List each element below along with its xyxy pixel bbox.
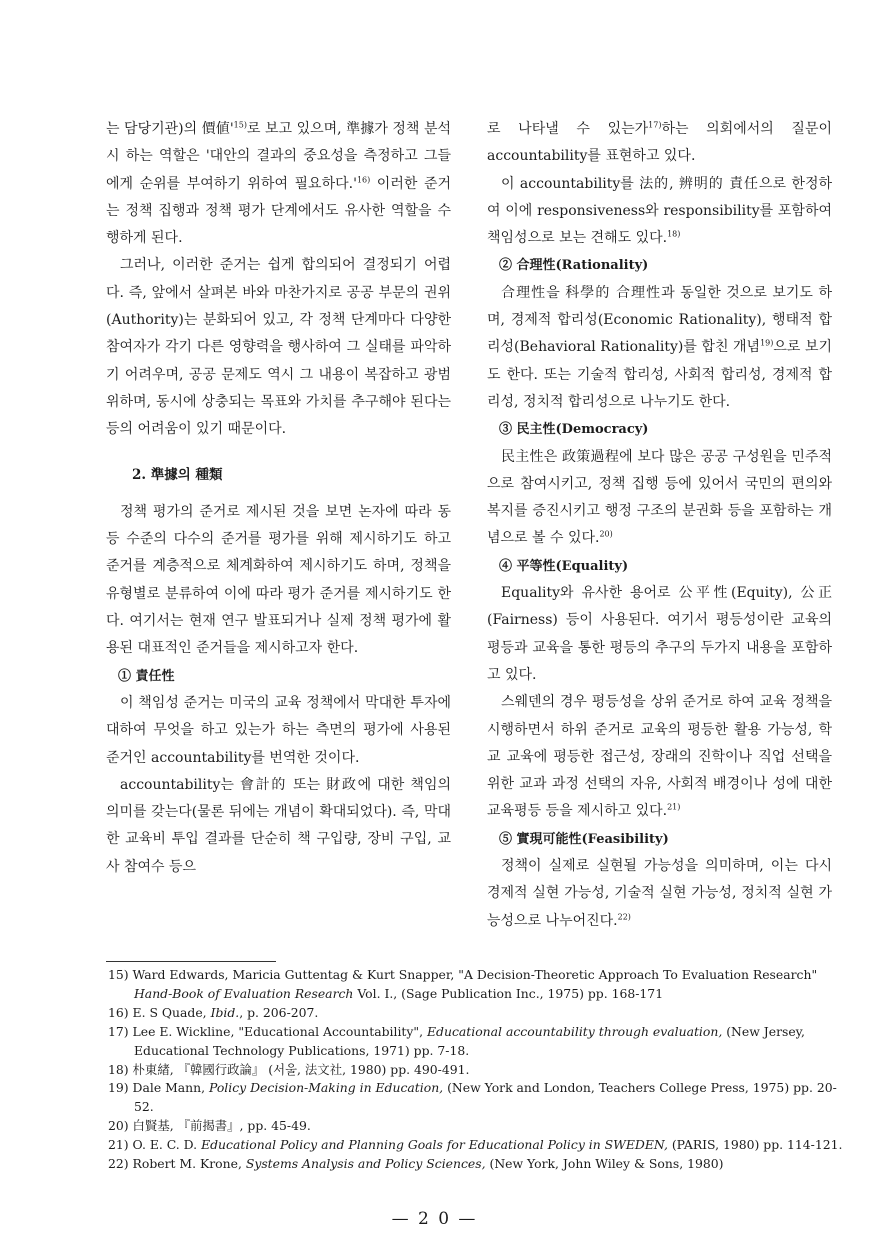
footnote-ref: 17) <box>648 120 662 130</box>
section-heading: 2. 準據의 種類 <box>132 466 223 483</box>
footnote-18: 18) 朴東緖, 『韓國行政論』 (서울, 法文社, 1980) pp. 490-491. <box>108 1061 470 1077</box>
subsection-heading: ② 合理性(Rationality) <box>499 258 649 274</box>
footnote-19: 19) Dale Mann, Policy Decision-Making in Education, (New York and London, Teachers College Press, 1975) pp. 20-52. <box>108 1080 837 1115</box>
footnote-ref: 16) <box>356 174 371 184</box>
paragraph: 民主性은 政策過程에 보다 많은 공공 구성원을 민주적으로 참여시키고, 정책 집행 등에 있어서 국민의 편의와 복지를 증진시키고 행정 구조의 분권화 등을 포함하는 개념으로 볼 수 있다.$^{20)}$ <box>487 448 832 547</box>
footnote-15: 15) Ward Edwards, Maricia Guttentag & Kurt Snapper, "A Decision-Theoretic Approach To Evaluation Research" Hand-Book of Evaluation Research Vol. I., (Sage Publication Inc., 1975) pp. 168-171 <box>108 967 818 1001</box>
footnote-16: 16) E. S Quade, Ibid., p. 206-207. <box>108 1004 319 1020</box>
paragraph: 그러나, 이러한 준거는 쉽게 합의되어 결정되기 어렵다. 즉, 앞에서 살펴본 바와 마찬가지로 공공 부문의 권위(Authority)는 분화되어 있고, 각 정책 단계마다 다양한 참여자가 각기 다른 영향력을 행사하여 그 실태를 파악하기 어려우며, 공공 문제도 역시 그 내용이 복잡하고 광범위하며, 동시에 상충되는 목표와 가치를 추구해야 된다는 등의 어려움이 있기 때문이다. <box>106 257 451 438</box>
paragraph: accountability는 會計的 또는 財政에 대한 책임의 의미를 갖는다(물론 뒤에는 개념이 확대되었다). 즉, 막대한 교육비 투입 결과를 단순히 책 구입량, 장비 구입, 교사 참여수 등으 <box>106 776 451 875</box>
footnote-21: 21) O. E. C. D. Educational Policy and Planning Goals for Educational Policy in SWEDEN, (PARIS, 1980) pp. 114-121. <box>108 1137 843 1153</box>
subsection-heading: ③ 民主性(Democracy) <box>499 422 649 438</box>
subsection-heading: ① 責任性 <box>118 668 175 684</box>
paragraph: 이 accountability를 法的, 辨明的 責任으로 한정하여 이에 responsiveness와 responsibility를 포함하여 책임성으로 보는 견해도 있다.$^{18)}$ <box>487 175 832 247</box>
paragraph: 정책 평가의 준거로 제시된 것을 보면 논자에 따라 동등 수준의 다수의 준거를 평가를 위해 제시하기도 하고 준거를 계층적으로 체계화하여 제시하기도 하며, 정책을 유형별로 분류하여 이에 따라 평가 준거를 제시하기도 한다. 여기서는 현재 연구 발표되거나 실제 정책 평가에 활용된 대표적인 준거들을 제시하고자 한다. <box>106 503 451 657</box>
paragraph: 정책이 실제로 실현될 가능성을 의미하며, 이는 다시 경제적 실현 가능성, 기술적 실현 가능성, 정치적 실현 가능성으로 나누어진다.$^{22)}$ <box>487 858 832 929</box>
footnote-ref: 21) <box>667 802 681 812</box>
footnote-20: 20) 白賢基, 『前揭書』, pp. 45-49. <box>108 1118 311 1134</box>
paragraph: 이 책임성 준거는 미국의 교육 정책에서 막대한 투자에 대하여 무엇을 하고 있는가 하는 측면의 평가에 사용된 준거인 accountability를 번역한 것이다. <box>106 694 451 766</box>
footnote-ref: 20) <box>599 529 613 539</box>
paragraph: 合理性을 科學的 合理性과 동일한 것으로 보기도 하며, 경제적 합리성(Economic Rationality), 행태적 합리성(Behavioral Rationality)를 합친 개념$^{19)}$으로 보기도 한다. 또는 기술적 합리성, 사회적 합리성, 경제적 합리성, 정치적 합리성으로 나누기도 한다. <box>487 284 833 410</box>
footnote-divider <box>106 961 276 962</box>
right-column <box>487 116 832 935</box>
left-column <box>106 116 451 881</box>
footnote-22: 22) Robert M. Krone, Systems Analysis and Policy Sciences, (New York, John Wiley & Sons, 1980) <box>108 1156 724 1172</box>
footnote-ref: 22) <box>617 911 631 921</box>
footnote-ref: 18) <box>667 229 681 239</box>
footnote-17: 17) Lee E. Wickline, "Educational Accountability", Educational accountability through evaluation, (New Jersey, Educational Technology Publications, 1971) pp. 7-18. <box>108 1023 805 1058</box>
footnotes <box>108 966 843 1174</box>
footnote-ref: 15) <box>233 120 247 130</box>
paragraph: Equality와 유사한 용어로 公平性(Equity), 公正(Fairness) 등이 사용된다. 여기서 평등성이란 교육의 평등과 교육을 통한 평등의 추구의 두가지 내용을 포함하고 있다. <box>487 585 832 683</box>
subsection-heading: ④ 平等性(Equality) <box>499 558 629 574</box>
paragraph: 스웨덴의 경우 평등성을 상위 준거로 하여 교육 정책을 시행하면서 하위 준거로 교육의 평등한 활용 가능성, 학교 교육에 평등한 접근성, 장래의 진학이나 직업 선택을 위한 교과 과정 선택의 자유, 사회적 배경이나 성에 대한 교육평등 등을 제시하고 있다.$^{21)}$ <box>487 694 832 820</box>
subsection-heading: ⑤ 實現可能性(Feasibility) <box>499 831 669 847</box>
paragraph: 는 담당기관)의 價値'$^{15)}$로 보고 있으며, 準據가 정책 분석시 하는 역할은 '대안의 결과의 중요성을 측정하고 그들에게 순위를 부여하기 위하여 필요하다$.'^{16)}$ 이러한 준거는 정책 집행과 정책 평가 단계에서도 유사한 역할을 수행하게 된다. <box>106 120 451 247</box>
page-number: — 2 0 — <box>391 1209 478 1229</box>
paragraph: 로 나타낼 수 있는가$^{17)}$하는 의회에서의 질문이 accountability를 표현하고 있다. <box>487 120 833 165</box>
footnote-ref: 19) <box>760 338 774 348</box>
